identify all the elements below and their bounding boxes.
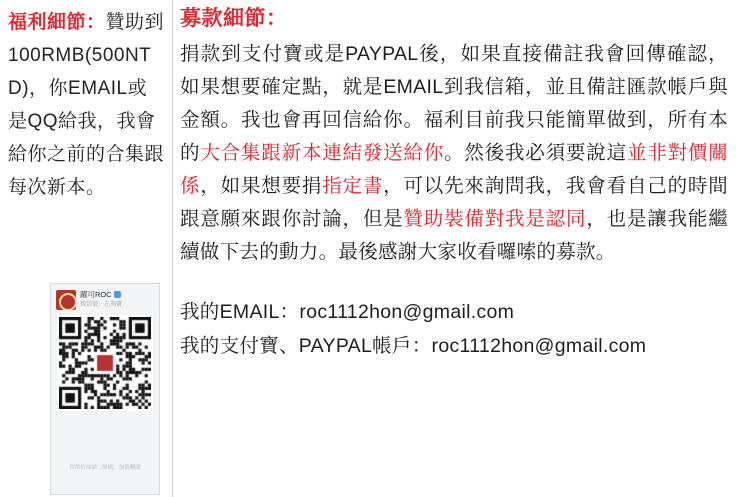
paragraph-segment: ，也是讓我能繼續做下去的動力。最後感謝大家收看囉嗦的募款。 [180,208,728,263]
paragraph-segment: ，如果想要捐 [200,175,323,197]
contact-line [180,295,728,329]
donation-details-heading: 募款細節： [180,7,288,30]
paragraph-segment: 贊助裝備對我是認同 [403,208,587,230]
paragraph-segment: ，可以先來詢問我，我會看自己的時間跟意願來跟你討論，但是 [180,175,728,230]
paragraph-segment: 並非對價關係 [180,142,728,197]
qr-code-image [57,315,153,411]
contact-label: 我的EMAIL： [180,301,300,323]
welfare-details-text [8,6,166,204]
welfare-details-body: 贊助到100RMB(500NTD)，你EMAIL或是QQ給我，我會給你之前的合集跟每次新本。 [8,12,165,198]
donation-details-column [180,4,728,363]
blue-verified-badge-icon [114,291,121,298]
welfare-details-heading: 福利細節： [8,12,106,33]
column-divider [172,0,173,497]
wechat-qr-card[interactable] [50,283,160,495]
qr-card-header [51,284,159,312]
avatar [56,290,76,310]
qr-card-caption: 用微信掃描二維碼，加我轉賬 [69,465,141,471]
welfare-details-column [8,6,166,491]
qr-account-name: 躍可ROC [80,291,122,300]
contact-label: 我的支付寶、PAYPAL帳戶： [180,335,432,357]
paragraph-segment: 捐款到支付寶或是PAYPAL後，如果直接備註我會回傳確認，如果想要確定點，就是EMAIL到我信箱，並且備註匯款帳戶與金額。我也會再回信給你。福利目前我只能簡單做到，所有本的 [180,43,728,164]
donation-details-paragraph [180,38,728,269]
contact-block [180,295,728,363]
qr-code-canvas [59,317,151,409]
qr-card-header-texts [80,291,122,309]
contact-value[interactable]: roc1112hon@gmail.com [431,335,647,357]
qr-account-subtitle: 微信號：在淘寶 [80,301,123,308]
contact-line [180,329,728,363]
paragraph-segment: 指定書 [322,175,384,197]
paragraph-segment: 。然後我必須要說這 [444,142,627,164]
paragraph-segment: 大合集跟新本連結發送給你 [200,142,445,164]
contact-value[interactable]: roc1112hon@gmail.com [299,301,515,323]
